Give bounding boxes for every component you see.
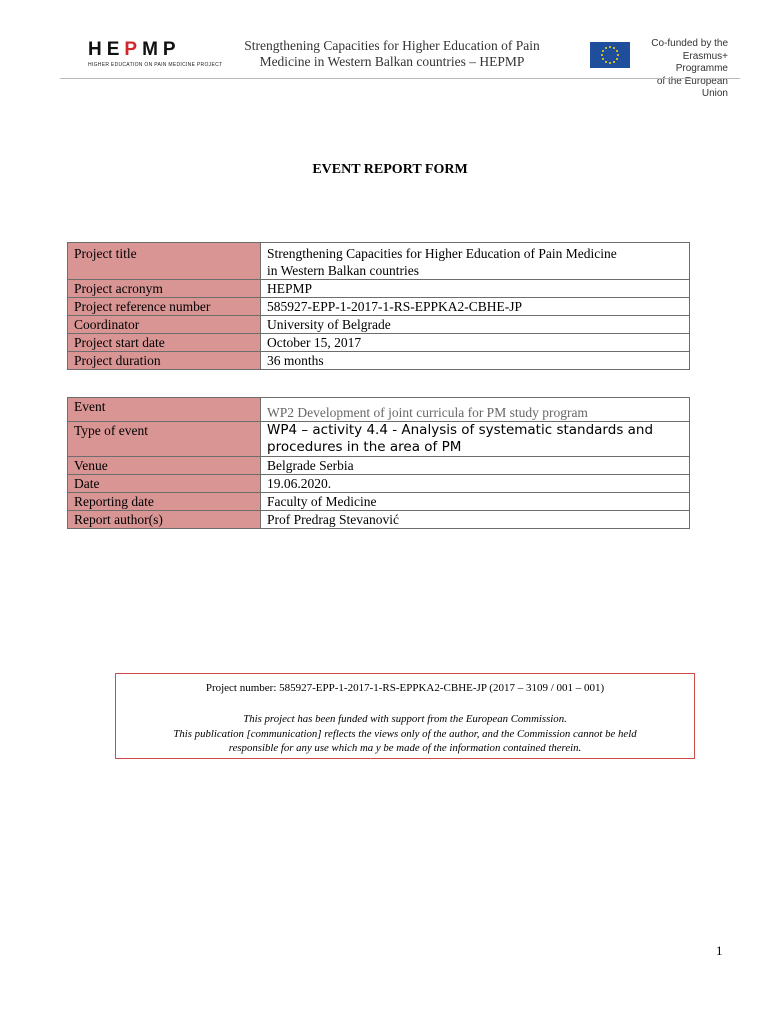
start-date-value: October 15, 2017 [261,334,690,352]
eu-cofunded-text: Co-funded by the Erasmus+ Programme of the European Union [651,38,728,99]
table-row [68,334,690,352]
logo-wordmark: HEPMP [88,39,181,60]
table-row [68,475,690,493]
report-authors-label: Report author(s) [68,511,261,529]
event-label: Event [68,398,261,422]
reporting-date-value: Faculty of Medicine [261,493,690,511]
header-divider [60,78,740,79]
logo-subtitle: HIGHER EDUCATION ON PAIN MEDICINE PROJECT [88,62,223,68]
table-row [68,457,690,475]
event-value: WP2 Development of joint curricula for PM study program [261,398,690,422]
project-acronym-value: HEPMP [261,280,690,298]
project-title-label: Project title [68,243,261,280]
duration-label: Project duration [68,352,261,370]
header-title: Strengthening Capacities for Higher Education of Pain Medicine in Western Balkan countries – HEPMP [244,38,540,69]
type-of-event-value: WP4 – activity 4.4 - Analysis of systematic standards and procedures in the area of PM [261,422,690,457]
document-title: EVENT REPORT FORM [312,162,468,177]
table-row [68,316,690,334]
page-number: 1 [716,943,723,958]
disclaimer-text: This project has been funded with support from the European Commission. This publication [communication] reflects the views only of the author, and the Commission cannot be held responsible for any use which ma y be made of the information contained therein. [173,713,637,754]
coordinator-label: Coordinator [68,316,261,334]
table-row [68,243,690,280]
table-row [68,398,690,422]
coordinator-value: University of Belgrade [261,316,690,334]
event-info-table [67,397,690,529]
venue-label: Venue [68,457,261,475]
table-row [68,493,690,511]
type-of-event-label: Type of event [68,422,261,457]
project-acronym-label: Project acronym [68,280,261,298]
duration-value: 36 months [261,352,690,370]
eu-flag-icon [590,42,630,68]
table-row [68,352,690,370]
project-info-table [67,242,690,370]
project-title-value: Strengthening Capacities for Higher Education of Pain Medicine in Western Balkan countries [261,243,690,280]
report-authors-value: Prof Predrag Stevanović [261,511,690,529]
reporting-date-label: Reporting date [68,493,261,511]
table-row [68,422,690,457]
project-reference-value: 585927-EPP-1-2017-1-RS-EPPKA2-CBHE-JP [261,298,690,316]
start-date-label: Project start date [68,334,261,352]
date-label: Date [68,475,261,493]
project-number-text: Project number: 585927-EPP-1-2017-1-RS-EPPKA2-CBHE-JP (2017 – 3109 / 001 – 001) [205,682,605,694]
table-row [68,280,690,298]
project-reference-label: Project reference number [68,298,261,316]
date-value: 19.06.2020. [261,475,690,493]
table-row [68,298,690,316]
table-row [68,511,690,529]
funding-disclaimer-box [115,673,695,759]
venue-value: Belgrade Serbia [261,457,690,475]
hepmp-logo [88,39,223,70]
